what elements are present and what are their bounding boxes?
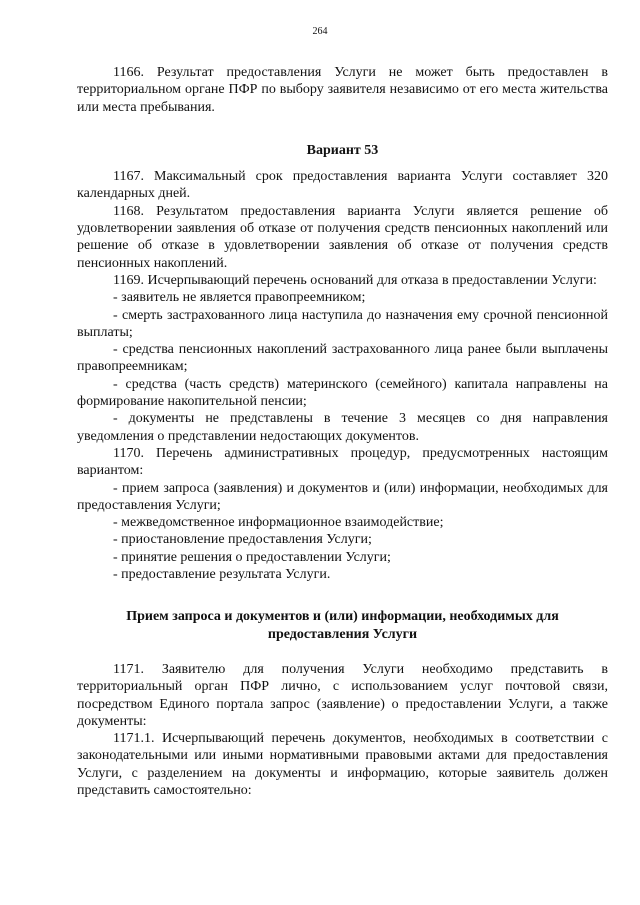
procedure-item: - принятие решения о предоставлении Услуги; (113, 549, 391, 565)
procedure-item: - прием запроса (заявления) и документов и (или) информации, необходимых для предоставления Услуги; (77, 480, 608, 513)
paragraph-1171-1: 1171.1. Исчерпывающий перечень документов, необходимых в соответствии с законодательными или иными нормативными правовыми актами для предоставления Услуги, с разделением на документы и информацию, которые заявитель должен представить самостоятельно: (77, 731, 608, 798)
refusal-ground-item: - заявитель не является правопреемником; (113, 290, 366, 306)
refusal-ground-item: - смерть застрахованного лица наступила до назначения ему срочной пенсионной выплаты; (77, 307, 608, 340)
procedure-item: - предоставление результата Услуги. (113, 567, 331, 583)
page-number: 264 (312, 26, 328, 37)
section-heading: Прием запроса и документов и (или) информации, необходимых для предоставления Услуги (126, 609, 559, 642)
procedure-item: - межведомственное информационное взаимодействие; (113, 515, 444, 531)
variant-heading: Вариант 53 (306, 142, 379, 158)
document-body (77, 64, 608, 799)
refusal-ground-item: - средства (часть средств) материнского (семейного) капитала направлены на формирование накопительной пенсии; (77, 376, 608, 410)
paragraph-1170: 1170. Перечень административных процедур, предусмотренных настоящим вариантом: (77, 445, 608, 479)
procedure-item: - приостановление предоставления Услуги; (113, 532, 372, 548)
refusal-ground-item: - средства пенсионных накоплений застрахованного лица ранее были выплачены правопреемникам; (77, 342, 608, 375)
paragraph-1167: 1167. Максимальный срок предоставления варианта Услуги составляет 320 календарных дней. (77, 169, 608, 202)
paragraph-1166: 1166. Результат предоставления Услуги не может быть предоставлен в территориальном органе ПФР по выбору заявителя независимо от его места жительства или места пребывания. (77, 65, 608, 115)
paragraph-1168: 1168. Результатом предоставления варианта Услуги является решение об удовлетворении заявления об отказе от получения средств пенсионных накоплений или решение об отказе в удовлетворении заявления об отказе от получения средств пенсионных накоплений. (77, 203, 608, 271)
paragraph-1171: 1171. Заявителю для получения Услуги необходимо представить в территориальный орган ПФР лично, с использованием услуг почтовой связи, посредством Единого портала запрос (заявление) о предоставлении Услуги, а также документы: (77, 661, 608, 729)
paragraph-1169: 1169. Исчерпывающий перечень оснований для отказа в предоставлении Услуги: (113, 272, 597, 288)
refusal-ground-item: - документы не представлены в течение 3 месяцев со дня направления уведомления о представлении недостающих документов. (77, 411, 608, 444)
